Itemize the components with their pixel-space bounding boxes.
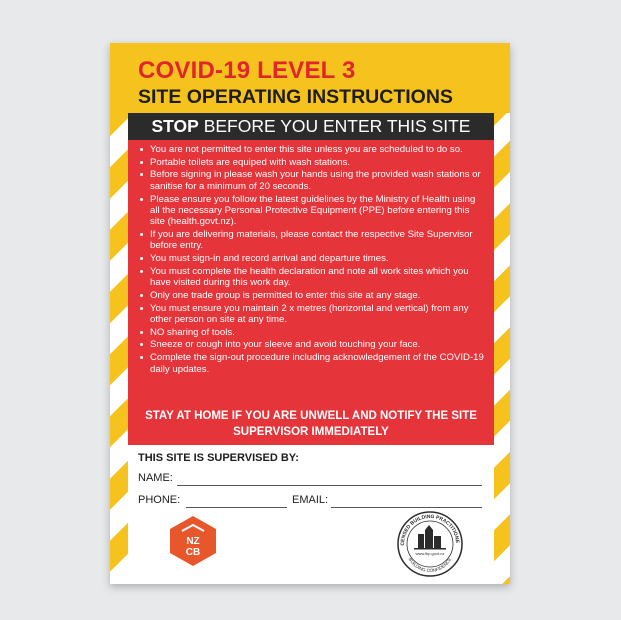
poster-subtitle: SITE OPERATING INSTRUCTIONS <box>138 86 453 108</box>
stop-banner-text: BEFORE YOU ENTER THIS SITE <box>198 116 471 136</box>
rule-item: You must complete the health declaration and note all work sites which you have visited during this work day. <box>140 266 484 289</box>
lbp-tagline: BUILDING CONFIDENCE <box>407 556 453 574</box>
email-label: EMAIL: <box>292 494 329 506</box>
covid-poster <box>110 43 510 584</box>
name-field-line[interactable] <box>177 485 482 486</box>
rule-item: Portable toilets are equiped with wash stations. <box>140 157 484 168</box>
nzcb-logo-icon <box>170 516 216 566</box>
stop-word: STOP <box>151 116 199 136</box>
rule-item: Please ensure you follow the latest guidelines by the Ministry of Health using all the necessary Personal Protective Equipment (PPE) before entering this site (health.govt.nz). <box>140 194 484 228</box>
rule-item: Complete the sign-out procedure including acknowledgement of the COVID-19 daily updates. <box>140 352 484 375</box>
poster-title: COVID-19 LEVEL 3 <box>138 57 356 84</box>
rule-item: Sneeze or cough into your sleeve and avoid touching your face. <box>140 339 484 350</box>
nzcb-logo-bottom: CB <box>185 547 201 558</box>
lbp-arc-text: CENSED BUILDING PRACTITIONE <box>399 513 461 546</box>
nzcb-logo-top: NZ <box>186 536 200 547</box>
rule-item: You must sign-in and record arrival and departure times. <box>140 253 484 264</box>
rule-item: NO sharing of tools. <box>140 327 484 338</box>
rule-item: Only one trade group is permitted to enter this site at any stage. <box>140 290 484 301</box>
lbp-url: www.lbp.govt.nz <box>415 551 445 556</box>
rules-list <box>128 140 494 375</box>
rule-item: Before signing in please wash your hands using the provided wash stations or sanitise for a minimum of 20 seconds. <box>140 169 484 192</box>
email-field-line[interactable] <box>331 507 482 508</box>
rule-item: You are not permitted to enter this site unless you are scheduled to do so. <box>140 144 484 155</box>
rule-item: If you are delivering materials, please contact the respective Site Supervisor before entry. <box>140 229 484 252</box>
phone-label: PHONE: <box>138 494 181 506</box>
stay-home-text: IF YOU ARE UNWELL AND NOTIFY THE SITE SUPERVISOR IMMEDIATELY <box>228 410 477 438</box>
supervised-by-title: THIS SITE IS SUPERVISED BY: <box>138 452 299 464</box>
rules-panel <box>128 140 494 445</box>
phone-field-line[interactable] <box>186 507 287 508</box>
stop-banner <box>128 113 494 140</box>
stay-home-notice <box>128 408 494 440</box>
name-label: NAME: <box>138 472 173 484</box>
stay-home-bold: STAY AT HOME <box>145 410 229 422</box>
supervisor-panel <box>128 445 494 584</box>
lbp-seal-icon <box>396 510 464 578</box>
rule-item: You must ensure you maintain 2 x metres (horizontal and vertical) from any other person on site at any time. <box>140 303 484 326</box>
